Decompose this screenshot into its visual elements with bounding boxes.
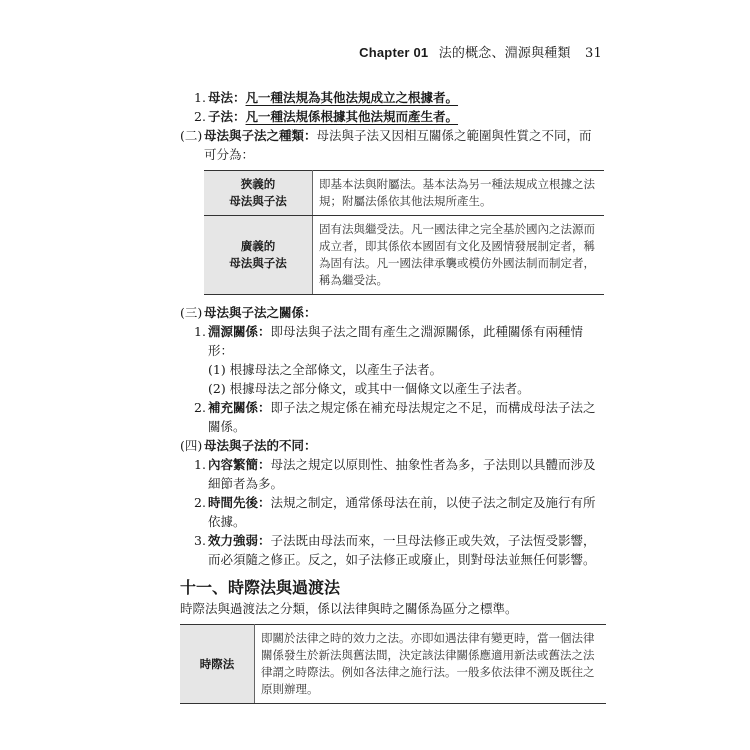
table-row: 廣義的 母法與子法 固有法與繼受法。凡一國法律之完全基於國內之法源而成立者，即其係依本國固有文化及國情發展制定者，稱為固有法。凡一國法律承襲或模仿外國法制而制定者，稱為繼受法。 — [204, 216, 604, 295]
sub-item: (2) 根據母法之部分條文，或其中一個條文以產生子法者。 — [208, 381, 530, 396]
types-table — [204, 170, 604, 295]
section-2: (二) 母法與子法之種類：母法與子法又因相互關係之範圍與性質之不同，而可分為： — [180, 128, 592, 162]
chapter-title: 法的概念、淵源與種類 — [438, 46, 571, 61]
page-number: 31 — [585, 46, 602, 61]
sub-item: (1) 根據母法之全部條文，以產生子法者。 — [208, 362, 443, 377]
section-4: (四) 母法與子法的不同： — [180, 438, 317, 453]
section-3: (三) 母法與子法之關係： — [180, 305, 317, 320]
section-heading: 十一、時際法與過渡法 — [180, 578, 341, 597]
section-intro: 時際法與過渡法之分類，係以法律與時之關係為區分之標準。 — [180, 601, 518, 616]
list-item: 1. 淵源關係：即母法與子法之間有產生之淵源關係，此種關係有兩種情形： — [194, 324, 584, 358]
chapter-label: Chapter 01 — [359, 45, 429, 60]
list-item: 2. 補充關係：即子法之規定係在補充母法規定之不足，而構成母法子法之關係。 — [194, 400, 596, 434]
list-item: 2. 時間先後：法規之制定，通常係母法在前，以使子法之制定及施行有所依據。 — [194, 495, 596, 529]
list-item: 3. 效力強弱：子法既由母法而來，一旦母法修正或失效，子法恆受影響，而必須隨之修正。反之，如子法修正或廢止，則對母法並無任何影響。 — [194, 533, 596, 567]
page-body — [180, 88, 604, 704]
list-item: 1. 內容繁簡：母法之規定以原則性、抽象性者為多，子法則以具體而涉及細節者為多。 — [194, 457, 596, 491]
list-item: 1. 母法：凡一種法規為其他法規成立之根據者。 — [194, 90, 459, 105]
intertemporal-table — [180, 624, 606, 704]
table-row: 狹義的 母法與子法 即基本法與附屬法。基本法為另一種法規成立根據之法規；附屬法係依其他法規所產生。 — [204, 171, 604, 216]
running-header — [359, 42, 602, 61]
table-row: 時際法 即關於法律之時的效力之法。亦即如遇法律有變更時，當一個法律關係發生於新法與舊法間，決定該法律關係應適用新法或舊法之法律謂之時際法。例如各法律之施行法。一般多依法律不溯及既往之原則辦理。 — [180, 625, 606, 704]
list-item: 2. 子法：凡一種法規係根據其他法規而產生者。 — [194, 109, 459, 124]
